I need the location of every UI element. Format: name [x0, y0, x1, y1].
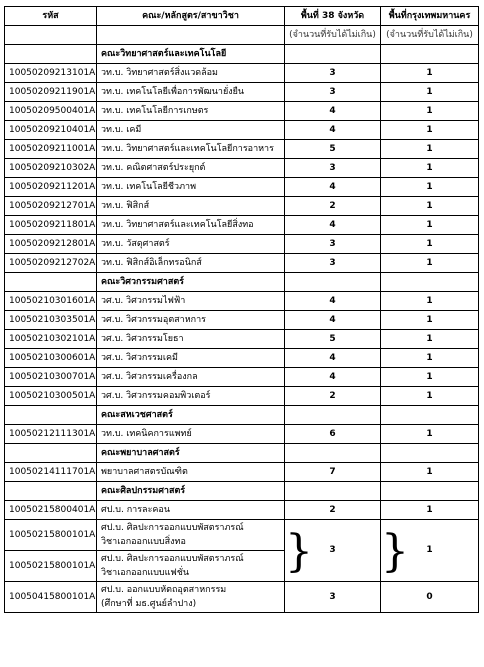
program-name: วศ.บ. วิศวกรรมคอมพิวเตอร์	[97, 387, 285, 406]
bangkok-quota: 1	[381, 349, 479, 368]
program-name: ศป.บ. การละคอน	[97, 501, 285, 520]
program-name: พยาบาลศาสตรบัณฑิต	[97, 463, 285, 482]
quota-table	[4, 6, 479, 613]
program-code: 10050209211901A	[5, 83, 97, 102]
province-quota: 3	[285, 159, 381, 178]
province-quota: 2	[285, 197, 381, 216]
table-row	[5, 292, 479, 311]
header-row	[5, 7, 479, 26]
province-quota: 4	[285, 311, 381, 330]
table-row	[5, 387, 479, 406]
program-code: 10050215800101A	[5, 520, 97, 551]
faculty-name: คณะศิลปกรรมศาสตร์	[97, 482, 285, 501]
table-row	[5, 520, 479, 551]
bangkok-quota: 1	[381, 83, 479, 102]
table-row	[5, 159, 479, 178]
program-code: 10050209210302A	[5, 159, 97, 178]
table-row	[5, 140, 479, 159]
bangkok-quota: 1	[381, 425, 479, 444]
program-name: วศ.บ. วิศวกรรมไฟฟ้า	[97, 292, 285, 311]
program-code: 10050210303501A	[5, 311, 97, 330]
table-row	[5, 368, 479, 387]
province-quota: 4	[285, 216, 381, 235]
province-quota: 3	[285, 582, 381, 613]
table-row	[5, 501, 479, 520]
program-code: 10050415800101A	[5, 582, 97, 613]
program-code: 10050209212702A	[5, 254, 97, 273]
program-name: ศป.บ. ศิลปะการออกแบบพัสตราภรณ์ วิชาเอกออกแบบสิ่งทอ	[97, 520, 285, 551]
program-name: วศ.บ. วิศวกรรมโยธา	[97, 330, 285, 349]
header-code: รหัส	[5, 7, 97, 26]
program-code: 10050209210401A	[5, 121, 97, 140]
program-code: 10050210302101A	[5, 330, 97, 349]
program-name: วท.บ. ฟิสิกส์อิเล็กทรอนิกส์	[97, 254, 285, 273]
header-subrow	[5, 26, 479, 45]
province-quota: 4	[285, 178, 381, 197]
faculty-row	[5, 45, 479, 64]
header-province-sub: (จำนวนที่รับได้ไม่เกิน)	[285, 26, 381, 45]
province-quota: 2	[285, 501, 381, 520]
bangkok-quota: 1	[381, 463, 479, 482]
bangkok-quota: 1	[381, 254, 479, 273]
bangkok-quota: } 1	[381, 520, 479, 582]
program-name: วท.บ. เทคโนโลยีชีวภาพ	[97, 178, 285, 197]
program-name: วศ.บ. วิศวกรรมเครื่องกล	[97, 368, 285, 387]
program-name: วท.บ. วิทยาศาสตร์สิ่งแวดล้อม	[97, 64, 285, 83]
table-row	[5, 235, 479, 254]
program-code: 10050209211201A	[5, 178, 97, 197]
bangkok-quota: 1	[381, 501, 479, 520]
province-quota: 4	[285, 102, 381, 121]
program-name: วท.บ. เทคโนโลยีเพื่อการพัฒนายั่งยืน	[97, 83, 285, 102]
bangkok-quota: 1	[381, 216, 479, 235]
table-row	[5, 425, 479, 444]
province-quota: 3	[285, 254, 381, 273]
program-code: 10050209500401A	[5, 102, 97, 121]
bangkok-quota: 1	[381, 387, 479, 406]
faculty-name: คณะพยาบาลศาสตร์	[97, 444, 285, 463]
province-quota: 4	[285, 368, 381, 387]
program-code: 10050210300501A	[5, 387, 97, 406]
left-brace-icon: }	[381, 526, 409, 577]
program-code: 10050215800101A	[5, 551, 97, 582]
bangkok-quota: 1	[381, 64, 479, 83]
program-code: 10050209213101A	[5, 64, 97, 83]
program-code: 10050214111701A	[5, 463, 97, 482]
program-code: 10050215800401A	[5, 501, 97, 520]
left-brace-icon: }	[285, 526, 313, 577]
faculty-row	[5, 406, 479, 425]
faculty-row	[5, 482, 479, 501]
province-quota: 7	[285, 463, 381, 482]
program-name: วท.บ. ฟิสิกส์	[97, 197, 285, 216]
bangkok-quota: 1	[381, 235, 479, 254]
province-quota: 2	[285, 387, 381, 406]
bangkok-quota: 1	[381, 159, 479, 178]
table-row	[5, 121, 479, 140]
program-name: วท.บ. วิทยาศาสตร์และเทคโนโลยีสิ่งทอ	[97, 216, 285, 235]
header-bangkok-sub: (จำนวนที่รับได้ไม่เกิน)	[381, 26, 479, 45]
header-bangkok: พื้นที่กรุงเทพมหานคร	[381, 7, 479, 26]
province-quota: 3	[285, 83, 381, 102]
table-row	[5, 197, 479, 216]
bangkok-quota: 1	[381, 102, 479, 121]
program-name: วศ.บ. วิศวกรรมอุตสาหการ	[97, 311, 285, 330]
bangkok-quota: 1	[381, 197, 479, 216]
province-quota: 5	[285, 140, 381, 159]
header-program: คณะ/หลักสูตร/สาขาวิชา	[97, 7, 285, 26]
bangkok-quota: 1	[381, 121, 479, 140]
bangkok-quota: 1	[381, 178, 479, 197]
faculty-row	[5, 273, 479, 292]
faculty-name: คณะวิทยาศาสตร์และเทคโนโลยี	[97, 45, 285, 64]
header-province: พื้นที่ 38 จังหวัด	[285, 7, 381, 26]
province-quota: } 3	[285, 520, 381, 582]
program-name: วท.บ. วัสดุศาสตร์	[97, 235, 285, 254]
program-code: 10050209212801A	[5, 235, 97, 254]
bangkok-quota: 1	[381, 368, 479, 387]
program-name: วท.บ. เทคนิคการแพทย์	[97, 425, 285, 444]
program-name: วท.บ. เทคโนโลยีการเกษตร	[97, 102, 285, 121]
table-body	[5, 45, 479, 613]
table-row	[5, 102, 479, 121]
province-quota: 4	[285, 121, 381, 140]
province-quota: 3	[285, 64, 381, 83]
program-name: วท.บ. เคมี	[97, 121, 285, 140]
faculty-row	[5, 444, 479, 463]
program-code: 10050210300601A	[5, 349, 97, 368]
province-quota: 6	[285, 425, 381, 444]
bangkok-quota: 1	[381, 140, 479, 159]
province-quota: 3	[285, 235, 381, 254]
province-quota: 4	[285, 349, 381, 368]
program-code: 10050212111301A	[5, 425, 97, 444]
program-code: 10050210300701A	[5, 368, 97, 387]
province-quota: 5	[285, 330, 381, 349]
bangkok-quota: 1	[381, 311, 479, 330]
program-name: ศป.บ. ออกแบบหัตถอุตสาหกรรม (ศึกษาที่ มธ.ศูนย์ลำปาง)	[97, 582, 285, 613]
table-row	[5, 64, 479, 83]
bangkok-quota: 0	[381, 582, 479, 613]
faculty-name: คณะวิศวกรรมศาสตร์	[97, 273, 285, 292]
table-row	[5, 178, 479, 197]
province-quota: 4	[285, 292, 381, 311]
program-code: 10050209211001A	[5, 140, 97, 159]
program-code: 10050210301601A	[5, 292, 97, 311]
bangkok-quota: 1	[381, 330, 479, 349]
program-name: วท.บ. คณิตศาสตร์ประยุกต์	[97, 159, 285, 178]
table-row	[5, 216, 479, 235]
table-row	[5, 349, 479, 368]
program-name: ศป.บ. ศิลปะการออกแบบพัสตราภรณ์ วิชาเอกออกแบบแฟชั่น	[97, 551, 285, 582]
faculty-name: คณะสหเวชศาสตร์	[97, 406, 285, 425]
program-code: 10050209212701A	[5, 197, 97, 216]
table-row	[5, 582, 479, 613]
program-code: 10050209211801A	[5, 216, 97, 235]
table-row	[5, 330, 479, 349]
bangkok-quota: 1	[381, 292, 479, 311]
table-row	[5, 463, 479, 482]
program-name: วท.บ. วิทยาศาสตร์และเทคโนโลยีการอาหาร	[97, 140, 285, 159]
table-row	[5, 254, 479, 273]
table-row	[5, 311, 479, 330]
table-row	[5, 83, 479, 102]
program-name: วศ.บ. วิศวกรรมเคมี	[97, 349, 285, 368]
